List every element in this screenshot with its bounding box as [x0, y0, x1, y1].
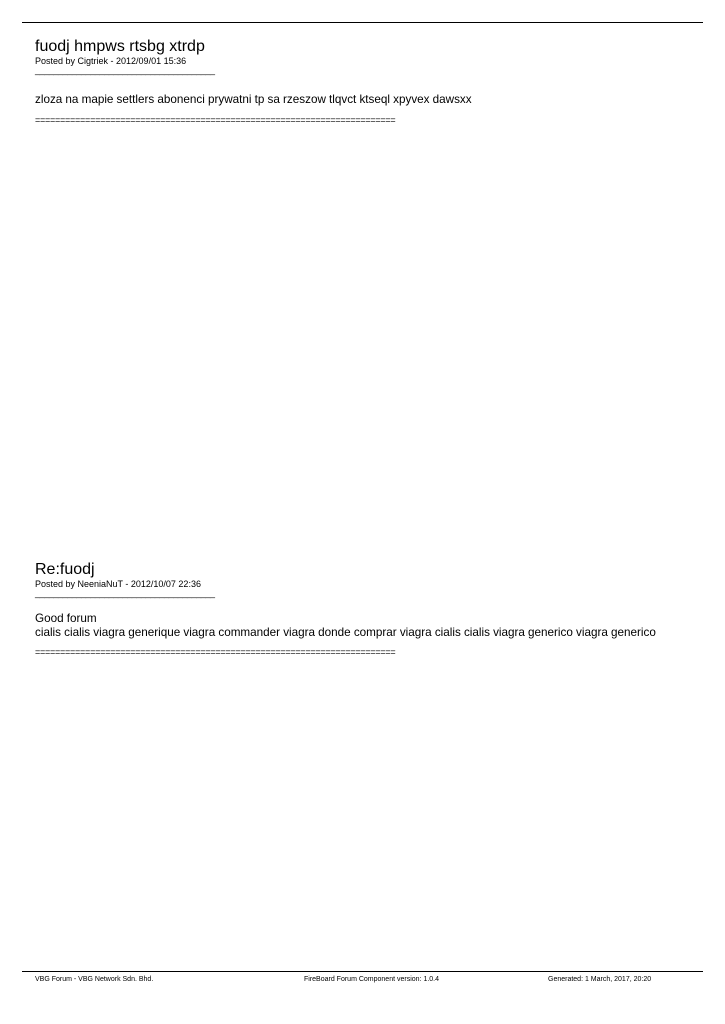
post-title: Re:fuodj — [35, 561, 95, 578]
post-separator: ======================================================================== — [35, 114, 396, 125]
post-body-line: zloza na mapie settlers abonenci prywatni tp sa rzeszow tlqvct ktseql xpyvex dawsxx — [35, 93, 472, 106]
post-title: fuodj hmpws rtsbg xtrdp — [35, 38, 205, 55]
post-body — [35, 93, 697, 107]
post-separator: ======================================================================== — [35, 647, 396, 657]
meta-rule: _______________________________________ — [35, 65, 215, 75]
footer-right: Generated: 1 March, 2017, 20:20 — [548, 976, 652, 983]
meta-rule: _______________________________________ — [35, 588, 215, 598]
post-1 — [35, 39, 697, 125]
post-body — [35, 612, 697, 639]
post-meta: Posted by NeeniaNuT - 2012/10/07 22:36 — [35, 579, 201, 589]
post-meta: Posted by Cigtriek - 2012/09/01 15:36 — [35, 56, 187, 66]
post-body-line: Good forum — [35, 612, 97, 625]
footer-center: FireBoard Forum Component version: 1.0.4 — [304, 976, 440, 983]
post-body-line: cialis cialis viagra generique viagra commander viagra donde comprar viagra cialis cialis viagra generico viagra generico — [35, 625, 656, 639]
footer-left: VBG Forum - VBG Network Sdn. Bhd. — [35, 976, 154, 983]
top-rule — [22, 22, 703, 23]
footer-rule — [22, 971, 703, 972]
post-2 — [35, 562, 697, 657]
